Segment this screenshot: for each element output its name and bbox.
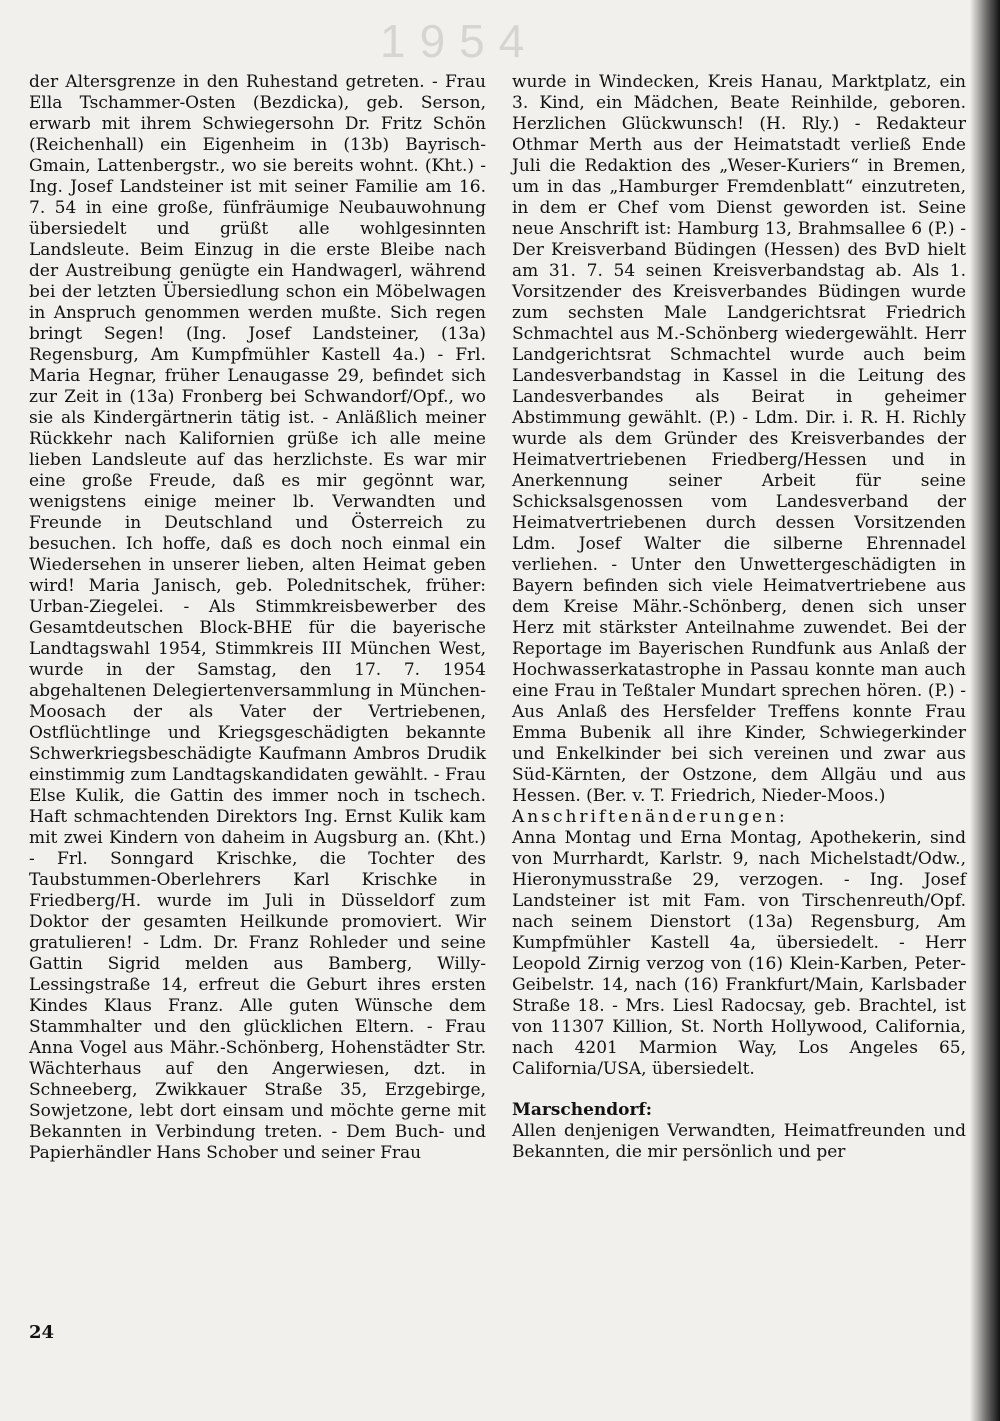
address-changes-heading: Anschriftenänderungen: (512, 807, 788, 827)
left-column-text: der Altersgrenze in den Ruhestand getreten. - Frau Ella Tschammer-Osten (Bezdicka), geb. Serson, erwarb mit ihrem Schwiegersohn Dr. Fritz Schön (Reichenhall) ein Eigenheim in (13b) Bayrisch-Gmain, Lattenbergstr., wo sie bereits wohnt. (Kht.) - Ing. Josef Landsteiner ist mit seiner Familie am 16. 7. 54 in eine große, fünfräumige Neubauwohnung übersiedelt und grüßt alle wohlgesinnten Landsleute. Beim Einzug in die erste Bleibe nach der Austreibung genügte ein Handwagerl, während bei der letzten Übersiedlung schon ein Möbelwagen in Anspruch genommen werden mußte. Sich regen bringt Segen! (Ing. Josef Landsteiner, (13a) Regensburg, Am Kumpfmühler Kastell 4a.) - Frl. Maria Hegnar, früher Lenaugasse 29, befindet sich zur Zeit in (13a) Fronberg bei Schwandorf/Opf., wo sie als Kindergärtnerin tätig ist. - Anläßlich meiner Rückkehr nach Kalifornien grüße ich alle meine lieben Landsleute auf das herzlichste. Es war mir eine große Freude, daß es mir gegönnt war, wenigstens einige meiner lb. Verwandten und Freunde in Deutschland und Österreich zu besuchen. Ich hoffe, daß es doch noch einmal ein Wiedersehen in unserer lieben, alten Heimat geben wird! Maria Janisch, geb. Polednitschek, früher: Urban-Ziegelei. - Als Stimmkreisbewerber des Gesamtdeutschen Block-BHE für die bayerische Landtagswahl 1954, Stimmkreis III München West, wurde in der Samstag, den 17. 7. 1954 abgehaltenen Delegiertenversammlung in München-Moosach der als Vater der Vertriebenen, Ostflüchtlinge und Kriegsgeschädigten bekannte Schwerkriegsbeschädigte Kaufmann Ambros Drudik einstimmig zum Landtagskandidaten gewählt. - Frau Else Kulik, die Gattin des immer noch in tschech. Haft schmachtenden Direktors Ing. Ernst Kulik kam mit zwei Kindern von daheim in Augsburg an. (Kht.) - Frl. Sonngard Krischke, die Tochter des Taubstummen-Oberlehrers Karl Krischke in Friedberg/H. wurde im Juli in Düsseldorf zum Doktor der gesamten Heilkunde promoviert. Wir gratulieren! - Ldm. Dr. Franz Rohleder und seine Gattin Sigrid melden aus Bamberg, Willy-Lessingstraße 14, erfreut die Geburt ihres ersten Kindes Klaus Franz. Alle guten Wünsche dem Stammhalter und den glücklichen Eltern. - Frau Anna Vogel aus Mähr.-Schönberg, Hohenstädter Str. Wächterhaus auf den Angerwiesen, dzt. in Schneeberg, Zwikkauer Straße 35, Erzgebirge, Sowjetzone, lebt dort einsam und möchte gerne mit Bekannten in Verbindung treten. - Dem Buch- und Papierhändler Hans Schober und seiner Frau (29, 72, 486, 1163)
right-paragraph-1: wurde in Windecken, Kreis Hanau, Marktplatz, ein 3. Kind, ein Mädchen, Beate Reinhilde, geboren. Herzlichen Glückwunsch! (H. Rly.) - Redakteur Othmar Merth aus der Heimatstadt verließ Ende Juli die Redaktion des „Weser-Kuriers“ in Bremen, um in das „Hamburger Fremdenblatt“ einzutreten, in dem er Chef vom Dienst geworden ist. Seine neue Anschrift ist: Hamburg 13, Brahmsallee 6 (P.) - Der Kreisverband Büdingen (Hessen) des BvD hielt am 31. 7. 54 seinen Kreisverbandstag ab. Als 1. Vorsitzender des Kreisverbandes Büdingen wurde zum sechsten Male Landgerichtsrat Friedrich Schmachtel aus M.-Schönberg wiedergewählt. Herr Landgerichtsrat Schmachtel wurde auch beim Landesverbandstag in Kassel in die Leitung des Landesverbandes als Beirat in geheimer Abstimmung gewählt. (P.) - Ldm. Dir. i. R. H. Richly wurde als dem Gründer des Kreisverbandes der Heimatvertriebenen Friedberg/Hessen und in Anerkennung seiner Arbeit für seine Schicksalsgenossen vom Landesverband der Heimatvertriebenen durch dessen Vorsitzenden Ldm. Josef Walter die silberne Ehrennadel verliehen. - Unter den Unwettergeschädigten in Bayern befinden sich viele Heimatvertriebene aus dem Kreise Mähr.-Schönberg, denen sich unser Herz mit stärkster Anteilnahme zuwendet. Bei der Reportage im Bayerischen Rundfunk aus Anlaß der Hochwasserkatastrophe in Passau konnte man auch eine Frau in Teßtaler Mundart sprechen hören. (P.) - Aus Anlaß des Hersfelder Treffens konnte Frau Emma Bubenik all ihre Kinder, Schwiegerkinder und Enkelkinder bei sich vereinen und zwar aus Süd-Kärnten, der Ostzone, dem Allgäu und aus Hessen. (Ber. v. T. Friedrich, Nieder-Moos.) (512, 72, 966, 806)
page-number: 24 (29, 1322, 55, 1343)
year-stamp: 1954 (380, 15, 539, 67)
marschendorf-heading: Marschendorf: (512, 1100, 653, 1120)
right-paragraph-3: Allen denjenigen Verwandten, Heimatfreunden und Bekannten, die mir persönlich und per (512, 1121, 966, 1162)
right-column (512, 72, 966, 1163)
left-column (29, 72, 486, 1164)
right-paragraph-2: Anna Montag und Erna Montag, Apothekerin, sind von Murrhardt, Karlstr. 9, nach Michelstadt/Odw., Hieronymusstraße 29, verzogen. - Ing. Josef Landsteiner ist mit Fam. von Tirschenreuth/Opf. nach seinem Dienstort (13a) Regensburg, Am Kumpfmühler Kastell 4a, übersiedelt. - Herr Leopold Zirnig verzog von (16) Klein-Karben, Peter-Geibelstr. 14, nach (16) Frankfurt/Main, Karlsbader Straße 18. - Mrs. Liesl Radocsay, geb. Brachtel, ist von 11307 Killion, St. North Hollywood, California, nach 4201 Marmion Way, Los Angeles 65, California/USA, übersiedelt. (512, 828, 966, 1079)
binding-shadow (970, 0, 1000, 1421)
